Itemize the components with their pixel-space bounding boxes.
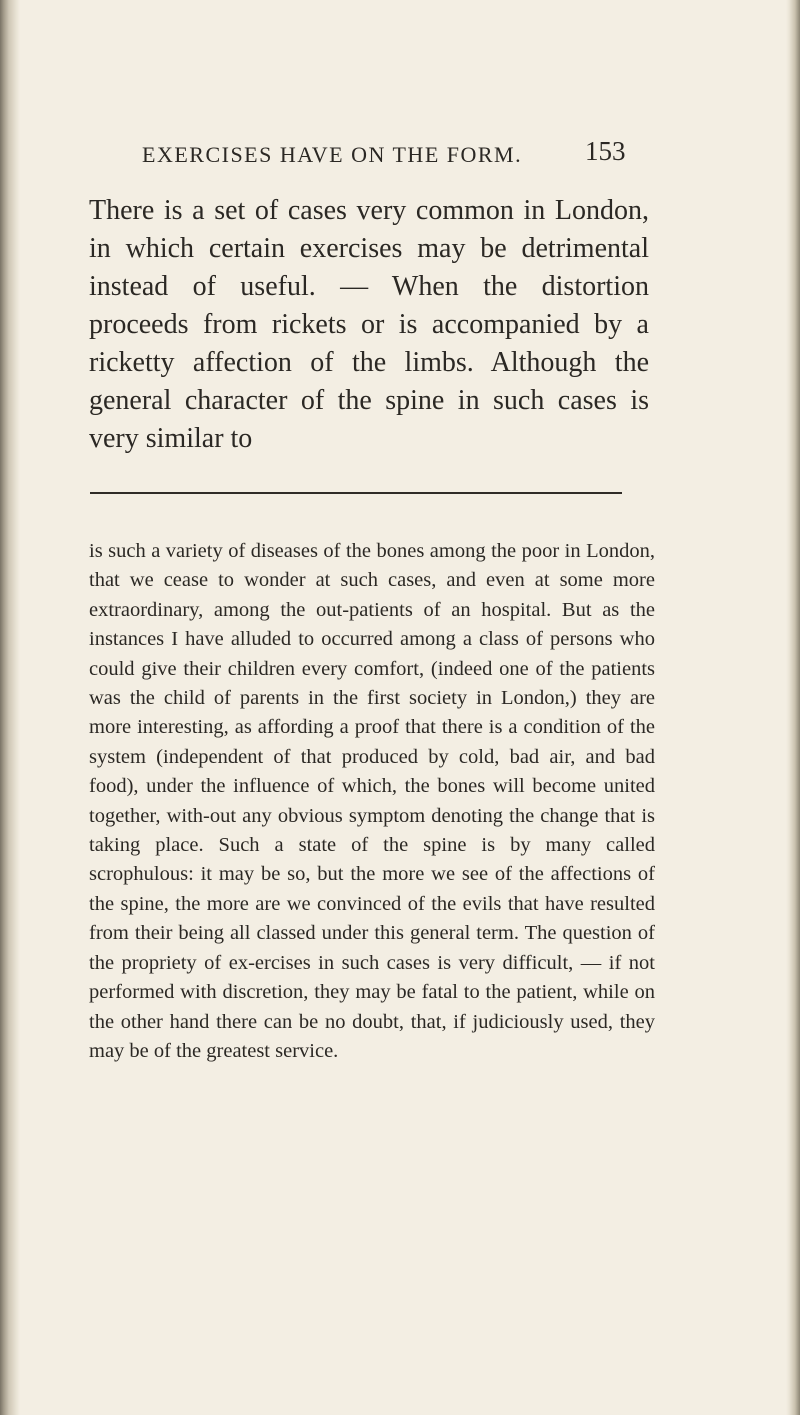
footnote-paragraph: is such a variety of diseases of the bones among the poor in London, that we cease to wonder at such cases, and even at some more extraordinary, among the out-patients of an hospital. But as the instances I have alluded to occurred among a class of persons who could give their children every comfort, (indeed one of the patients was the child of parents in the first society in London,) they are more interesting, as affording a proof that there is a condition of the system (independent of that produced by cold, bad air, and bad food), under the influence of which, the bones will become united together, with-out any obvious symptom denoting the change that is taking place. Such a state of the spine is by many called scrophulous: it may be so, but the more we see of the affections of the spine, the more are we convinced of the evils that have resulted from their being all classed under this general term. The question of the propriety of ex-ercises in such cases is very difficult, — if not performed with discretion, they may be fatal to the patient, while on the other hand there can be no doubt, that, if judiciously used, they may be of the greatest service.	[89, 540, 655, 1062]
binding-shadow	[0, 0, 20, 1415]
running-head-title: EXERCISES HAVE ON THE FORM.	[142, 142, 523, 167]
footnote-divider	[90, 492, 622, 494]
page-number: 153	[585, 136, 626, 166]
main-text-block	[89, 192, 649, 458]
main-paragraph: There is a set of cases very common in London, in which certain exercises may be detrimental instead of useful. — When the distortion proceeds from rickets or is accompanied by a ricketty affection of the limbs. Although the general character of the spine in such cases is very similar to	[89, 195, 649, 454]
running-head	[142, 136, 662, 168]
footnote-text-block	[89, 537, 655, 1066]
page-edge-shadow	[786, 0, 800, 1415]
